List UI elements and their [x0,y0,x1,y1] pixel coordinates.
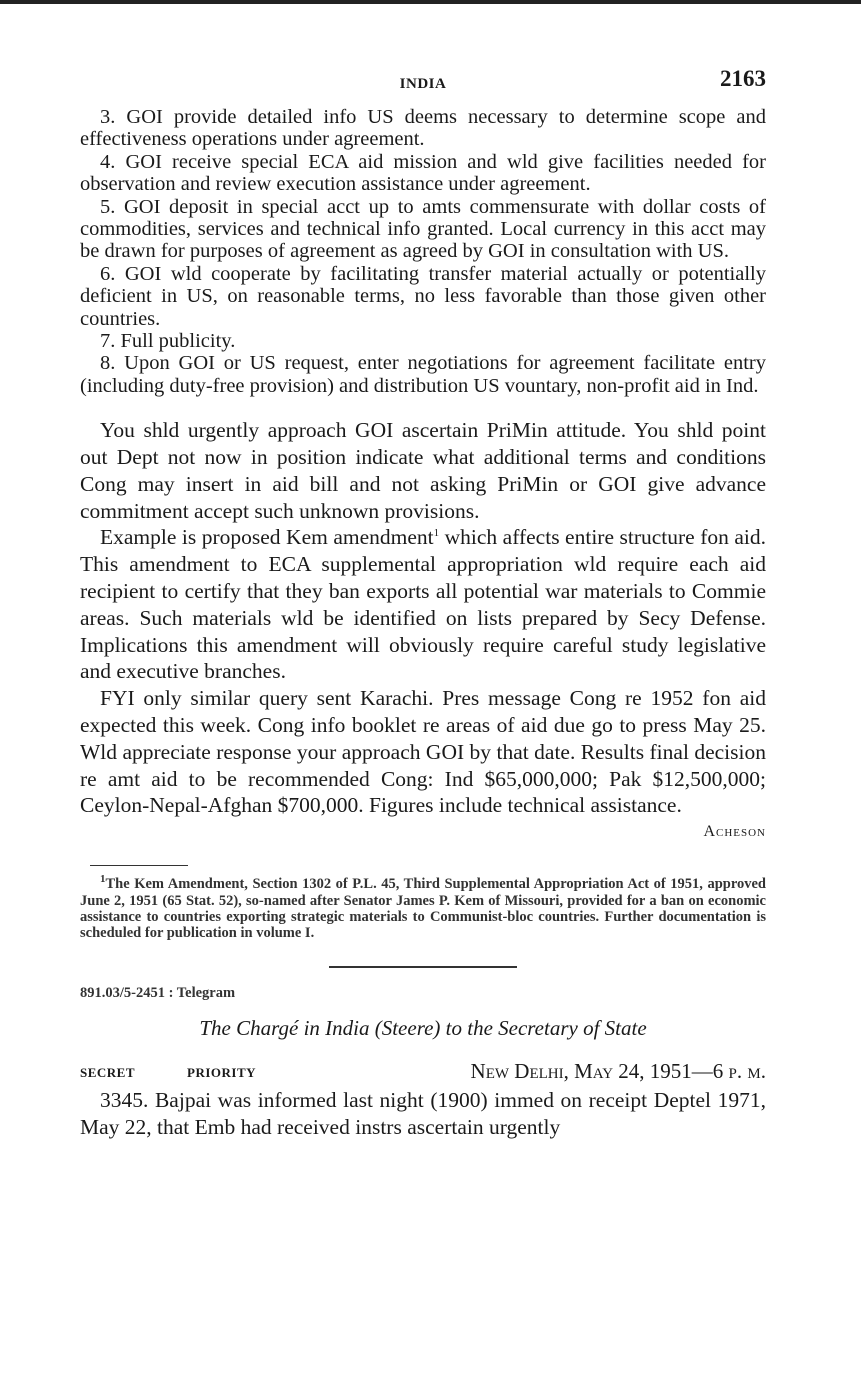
paragraph-fyi: FYI only similar query sent Karachi. Pres message Cong re 1952 fon aid expected this week. Cong info booklet re areas of aid due go to press May 25. Wld appreciate response your approach GOI by that date. Results final decision re amt aid to be recommended Cong: Ind $65,000,000; Pak $12,500,000; Ceylon-Nepal-Afghan $700,000. Figures include technical assistance. [80,686,766,818]
telegram-text: 3345. Bajpai was informed last night (1900) immed on receipt Deptel 1971, May 22, that Emb had received instrs ascertain urgently [80,1087,766,1139]
footnote-reference[interactable]: 1 [433,527,440,540]
paragraph-approach: You shld urgently approach GOI ascertain PriMin attitude. You shld point out Dept not now in position indicate what additional terms and conditions Cong may insert in aid bill and not asking PriMin or GOI give advance commitment accept such unknown provisions. [80,418,766,523]
file-reference: 891.03/5-2451 : Telegram [80,984,236,1001]
document-page [80,62,766,1141]
paragraph-kem-text-end: which affects entire structure fon aid. This amendment to ECA supplemental appropriation wld require each aid recipient to certify that they ban exports all potential war materials to Commie areas. Such materials wld be identified on lists prepared by Secy Defense. Implications this amendment will obviously require careful study legislative and executive branches. [80,525,766,684]
item-4: 4. GOI receive special ECA aid mission and wld give facilities needed for observation and review execution assistance under agreement. [80,150,766,196]
running-head: INDIA [399,76,447,92]
page-number: 2163 [720,66,766,91]
signature: Acheson [703,823,766,841]
page-header [80,62,766,106]
footnote-rule [90,865,188,866]
footnote-marker: 1 [100,873,106,886]
numbered-items [80,106,766,397]
page-top-border [0,0,861,4]
item-5: 5. GOI deposit in special acct up to amts commensurate with dollar costs of commodities, services and technical info granted. Local currency in this acct may be drawn for purposes of agreement as agreed by GOI in consultation with US. [80,195,766,263]
classification-label: SECRET [80,1064,136,1080]
paragraph-kem-text-start: Example is proposed Kem amendment [100,525,434,550]
item-6: 6. GOI wld cooperate by facilitating transfer material actually or potentially deficient in US, on reasonable terms, no less favorable than those given other countries. [80,262,766,330]
item-7: 7. Full publicity. [100,330,236,353]
body-paragraphs [80,417,766,819]
document-title: The Chargé in India (Steere) to the Secretary of State [199,1015,647,1040]
footnote-text: The Kem Amendment, Section 1302 of P.L. 45, Third Supplemental Appropriation Act of 1951, approved June 2, 1951 (65 Stat. 52), so-named after Senator James P. Kem of Missouri, provided for a ban on economic assistance to countries exporting strategic materials to Communist-bloc countries. Further documentation is scheduled for publication in volume I. [80,876,766,942]
item-8: 8. Upon GOI or US request, enter negotiations for agreement facilitate entry (including duty-free provision) and distribution US vountary, non-profit aid in Ind. [80,352,766,397]
dateline [80,1059,766,1087]
precedence-label: PRIORITY [187,1064,257,1080]
footnote [80,873,766,942]
document-separator [329,966,517,968]
item-3: 3. GOI provide detailed info US deems necessary to determine scope and effectiveness operations under agreement. [80,106,766,151]
place-date: New Delhi, May 24, 1951—6 p. m. [470,1058,766,1083]
paragraph-kem-example [80,524,766,685]
